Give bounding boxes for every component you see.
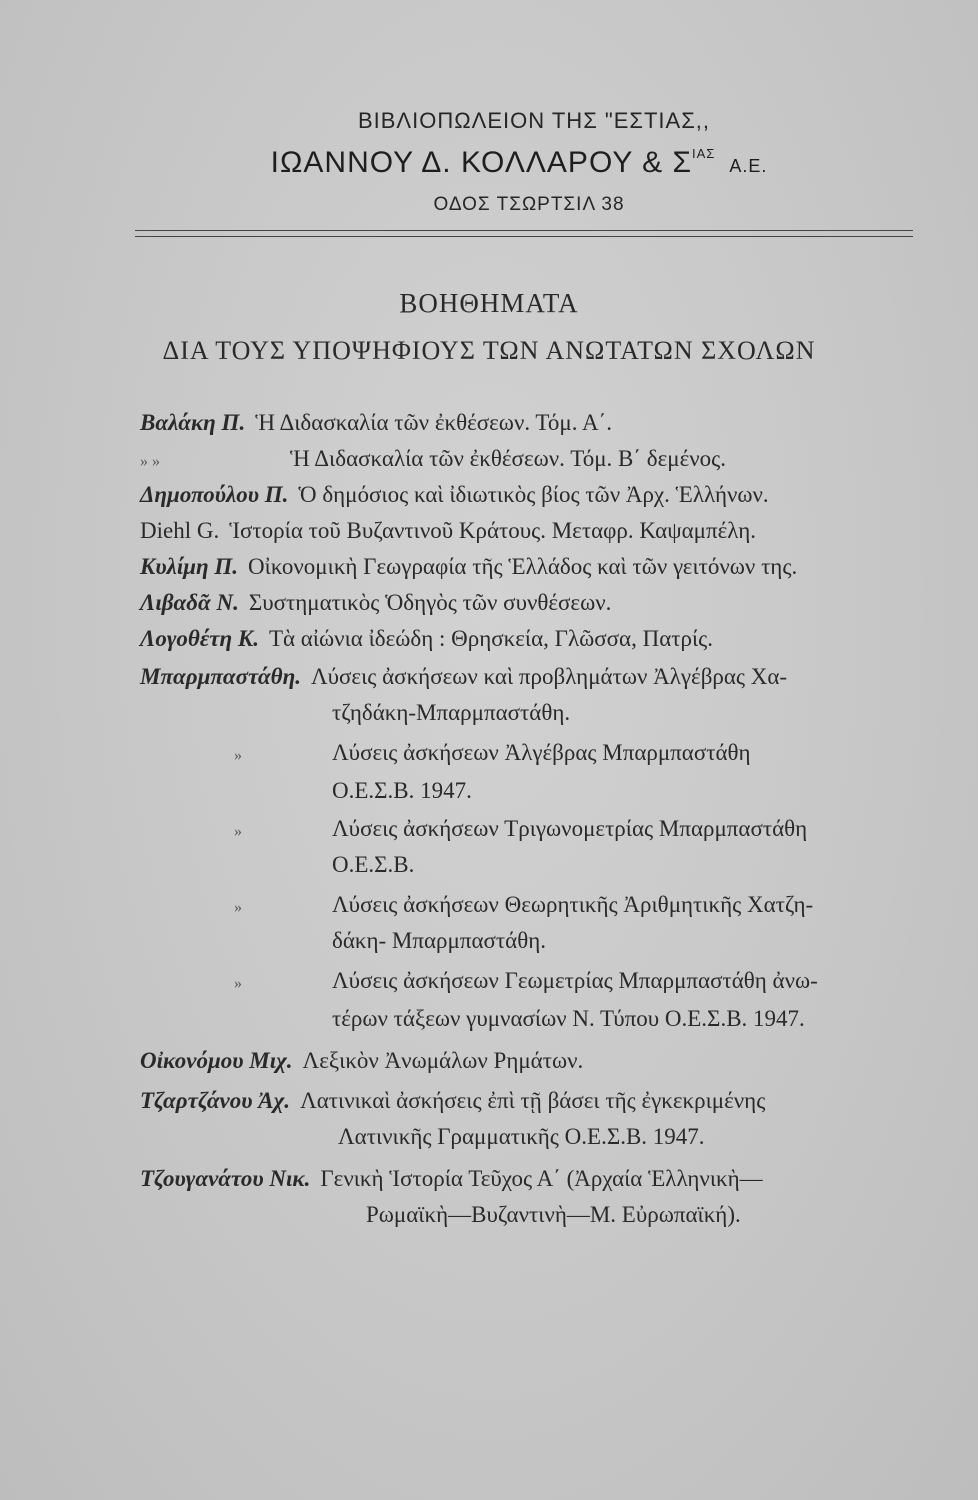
list-item-continuation: τέρων τάξεων γυμνασίων Ν. Τύπου Ο.Ε.Σ.Β. 1947. xyxy=(332,1006,805,1031)
list-item-continuation: δάκη- Μπαρμπαστάθη. xyxy=(332,928,546,953)
list-item xyxy=(140,518,756,544)
entry-author: Οἰκονόμου Μιχ. xyxy=(140,1048,293,1073)
list-item-continuation: Ο.Ε.Σ.Β. xyxy=(332,852,415,877)
entry-title: Οἰκονομικὴ Γεωγραφία τῆς Ἑλλάδος καὶ τῶν γειτόνων της. xyxy=(248,554,798,579)
publisher-header xyxy=(0,108,978,216)
entry-title: Λύσεις ἀσκήσεων καὶ προβλημάτων Ἀλγέβρας Χα- xyxy=(310,664,788,689)
entry-author: Diehl G. xyxy=(140,518,220,543)
entry-author: Τζαρτζάνου Ἀχ. xyxy=(140,1088,291,1113)
entry-title: Ἡ Διδασκαλία τῶν ἐκθέσεων. Τόμ. Α΄. xyxy=(255,410,612,435)
list-item xyxy=(140,554,797,580)
list-item xyxy=(140,1088,765,1114)
entry-title: Λύσεις ἀσκήσεων Ἀλγέβρας Μπαρμπαστάθη xyxy=(332,740,751,765)
list-item-continuation: τζηδάκη-Μπαρμπαστάθη. xyxy=(332,700,571,725)
entry-author: Μπαρμπαστάθη. xyxy=(140,664,301,689)
publisher-owner-name: ΙΩΑΝΝΟΥ Δ. ΚΟΛΛΑΡΟΥ & Σ xyxy=(270,146,693,179)
list-item-continuation: Ρωμαϊκὴ—Βυζαντινὴ—Μ. Εὐρωπαϊκή). xyxy=(366,1202,741,1227)
page-subtitle: ΔΙΑ ΤΟΥΣ ΥΠΟΨΗΦΙΟΥΣ ΤΩΝ ΑΝΩΤΑΤΩΝ ΣΧΟΛΩΝ xyxy=(162,336,816,365)
divider-rule-bottom xyxy=(135,236,913,237)
entry-title: Τὰ αἰώνια ἰδεώδη : Θρησκεία, Γλῶσσα, Πατρίς. xyxy=(268,626,714,651)
list-item xyxy=(140,626,713,652)
divider-rule-top xyxy=(135,230,913,231)
entry-title: Λύσεις ἀσκήσεων Τριγωνομετρίας Μπαρμπαστάθη xyxy=(332,816,808,841)
ditto-mark: » xyxy=(234,823,242,840)
publisher-owner-sup: ΙΑΣ xyxy=(692,146,716,161)
list-item-continuation: Ο.Ε.Σ.Β. 1947. xyxy=(332,778,472,803)
entry-title: Λεξικὸν Ἀνωμάλων Ρημάτων. xyxy=(302,1048,584,1073)
entry-title: Λύσεις ἀσκήσεων Θεωρητικῆς Ἀριθμητικῆς Χατζη- xyxy=(332,892,814,917)
publisher-name-line: ΒΙΒΛΙΟΠΩΛΕΙΟΝ ΤΗΣ "ΕΣΤΙΑΣ,, xyxy=(357,108,711,133)
ditto-mark: » xyxy=(234,747,242,764)
list-item xyxy=(140,482,769,508)
publisher-owner-suffix: Α.Ε. xyxy=(729,156,768,176)
entry-title: Λατινικαὶ ἀσκήσεις ἐπὶ τῇ βάσει τῆς ἐγκεκριμένης xyxy=(300,1088,766,1113)
list-item xyxy=(234,892,813,918)
entry-title: Ἱστορία τοῦ Βυζαντινοῦ Κράτους. Μεταφρ. Καψαμπέλη. xyxy=(229,518,756,543)
ditto-mark: » xyxy=(234,899,242,916)
entry-author: Τζουγανάτου Νικ. xyxy=(140,1166,311,1191)
ditto-mark: » xyxy=(234,975,242,992)
list-item xyxy=(140,590,611,616)
ditto-mark: » » xyxy=(140,453,160,470)
list-item xyxy=(140,664,787,690)
entry-author: Δημοπούλου Π. xyxy=(140,482,289,507)
list-item xyxy=(140,446,726,472)
entry-title: Λύσεις ἀσκήσεων Γεωμετρίας Μπαρμπαστάθη ἀνω- xyxy=(332,968,818,993)
entry-title: Ὁ δημόσιος καὶ ἰδιωτικὸς βίος τῶν Ἀρχ. Ἑλλήνων. xyxy=(298,482,769,507)
list-item xyxy=(140,410,612,436)
list-item xyxy=(140,1048,583,1074)
entry-author: Λιβαδᾶ Ν. xyxy=(140,590,239,615)
entry-title: Γενικὴ Ἱστορία Τεῦχος Α΄ (Ἀρχαία Ἑλληνικὴ— xyxy=(320,1166,763,1191)
list-item xyxy=(234,740,751,766)
entry-title: Συστηματικὸς Ὁδηγὸς τῶν συνθέσεων. xyxy=(248,590,612,615)
entry-author: Βαλάκη Π. xyxy=(140,410,246,435)
entry-author: Κυλίμη Π. xyxy=(140,554,239,579)
publisher-address: ΟΔΟΣ ΤΣΩΡΤΣΙΛ 38 xyxy=(433,194,625,215)
list-item-continuation: Λατινικῆς Γραμματικῆς Ο.Ε.Σ.Β. 1947. xyxy=(338,1124,705,1149)
page-title: ΒΟΗΘΗΜΑΤΑ xyxy=(399,288,579,318)
list-item xyxy=(234,816,807,842)
list-item xyxy=(234,968,818,994)
entry-title: Ἡ Διδασκαλία τῶν ἐκθέσεων. Τόμ. Β΄ δεμένος. xyxy=(290,446,727,471)
list-item xyxy=(140,1166,763,1192)
entry-author: Λογοθέτη Κ. xyxy=(140,626,259,651)
publisher-owner-line xyxy=(60,146,978,180)
